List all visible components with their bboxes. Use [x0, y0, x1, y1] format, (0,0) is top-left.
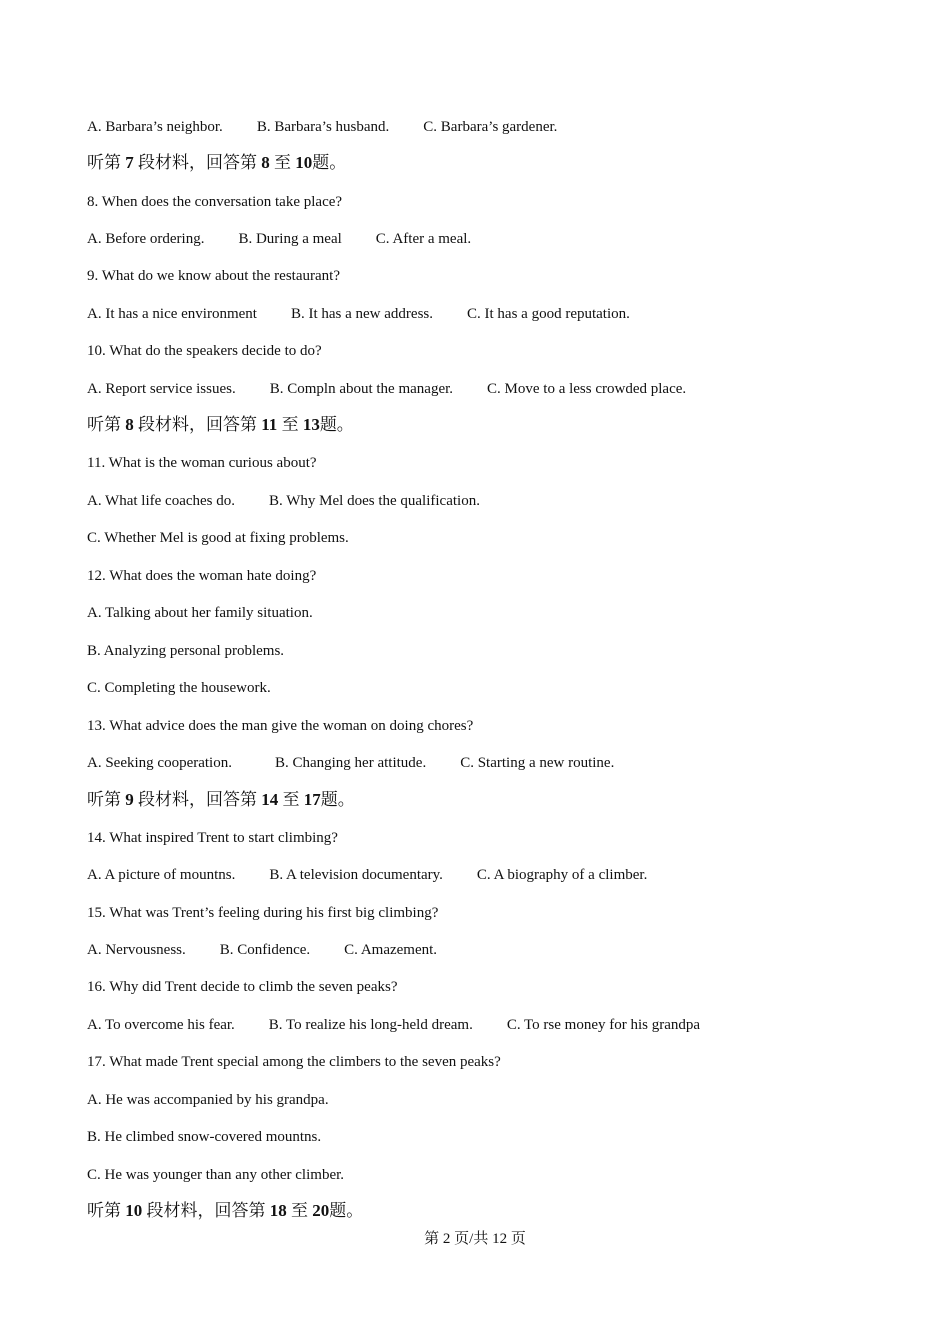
- question-10: 10. What do the speakers decide to do?: [87, 343, 322, 359]
- question-16: 16. Why did Trent decide to climb the seven peaks?: [87, 979, 398, 995]
- option-a: A. To overcome his fear.: [87, 1017, 235, 1033]
- question-13: 13. What advice does the man give the woman on doing chores?: [87, 718, 474, 734]
- question-17-option-b: B. He climbed snow-covered mountns.: [87, 1129, 322, 1145]
- question-12-option-a: A. Talking about her family situation.: [87, 605, 313, 621]
- question-11: 11. What is the woman curious about?: [87, 455, 317, 471]
- option-b: B. Confidence.: [219, 942, 311, 958]
- section-header-10: 听第 10 段材料，回答第 18 至 20题。: [87, 1201, 364, 1220]
- option-b: B. Compln about the manager.: [269, 381, 454, 397]
- question-17-option-a: A. He was accompanied by his grandpa.: [87, 1092, 329, 1108]
- option-a: A. Barbara’s neighbor.: [87, 119, 223, 135]
- option-c: C. It has a good reputation.: [467, 306, 630, 322]
- option-c: C. To rse money for his grandpa: [506, 1017, 701, 1033]
- option-a: A. It has a nice environment: [87, 306, 257, 322]
- question-11-options-ab: [87, 491, 480, 511]
- question-13-options: [87, 753, 614, 773]
- option-a: A. Report service issues.: [87, 381, 236, 397]
- question-11-option-c: C. Whether Mel is good at fixing problems.: [87, 530, 349, 546]
- question-12: 12. What does the woman hate doing?: [87, 568, 317, 584]
- option-a: A. Nervousness.: [87, 942, 186, 958]
- question-16-options: [87, 1015, 700, 1035]
- question-14-options: [87, 865, 647, 885]
- option-a: A. What life coaches do.: [87, 493, 236, 509]
- option-b: B. During a meal: [238, 231, 342, 247]
- option-c: C. After a meal.: [375, 231, 472, 247]
- question-8-options: [87, 229, 471, 249]
- option-b: B. It has a new address.: [290, 306, 433, 322]
- option-b: B. Barbara’s husband.: [256, 119, 390, 135]
- question-17-option-c: C. He was younger than any other climber.: [87, 1167, 345, 1183]
- option-c: C. Move to a less crowded place.: [487, 381, 687, 397]
- option-c: C. Starting a new routine.: [460, 755, 615, 771]
- question-9: 9. What do we know about the restaurant?: [87, 268, 340, 284]
- question-12-option-c: C. Completing the housework.: [87, 680, 271, 696]
- question-12-option-b: B. Analyzing personal problems.: [87, 643, 285, 659]
- option-c: C. A biography of a climber.: [476, 867, 648, 883]
- option-a: A. Seeking cooperation.: [87, 755, 232, 771]
- page-footer: 第 2 页/共 12 页: [424, 1231, 526, 1247]
- section-header-7: 听第 7 段材料，回答第 8 至 10题。: [87, 153, 347, 172]
- option-b: B. To realize his long-held dream.: [268, 1017, 473, 1033]
- question-10-options: [87, 379, 686, 399]
- question-17: 17. What made Trent special among the climbers to the seven peaks?: [87, 1054, 501, 1070]
- question-15-options: [87, 940, 437, 960]
- question-7-options: [87, 117, 557, 137]
- option-b: B. A television documentary.: [269, 867, 443, 883]
- section-header-8: 听第 8 段材料，回答第 11 至 13题。: [87, 415, 354, 434]
- option-b: B. Changing her attitude.: [274, 755, 427, 771]
- option-b: B. Why Mel does the qualification.: [269, 493, 480, 509]
- option-a: A. Before ordering.: [87, 231, 205, 247]
- question-8: 8. When does the conversation take place?: [87, 194, 343, 210]
- option-c: C. Barbara’s gardener.: [423, 119, 558, 135]
- question-14: 14. What inspired Trent to start climbing?: [87, 830, 338, 846]
- option-a: A. A picture of mountns.: [87, 867, 236, 883]
- option-c: C. Amazement.: [344, 942, 438, 958]
- question-15: 15. What was Trent’s feeling during his first big climbing?: [87, 905, 439, 921]
- question-9-options: [87, 304, 630, 324]
- section-header-9: 听第 9 段材料，回答第 14 至 17题。: [87, 790, 355, 809]
